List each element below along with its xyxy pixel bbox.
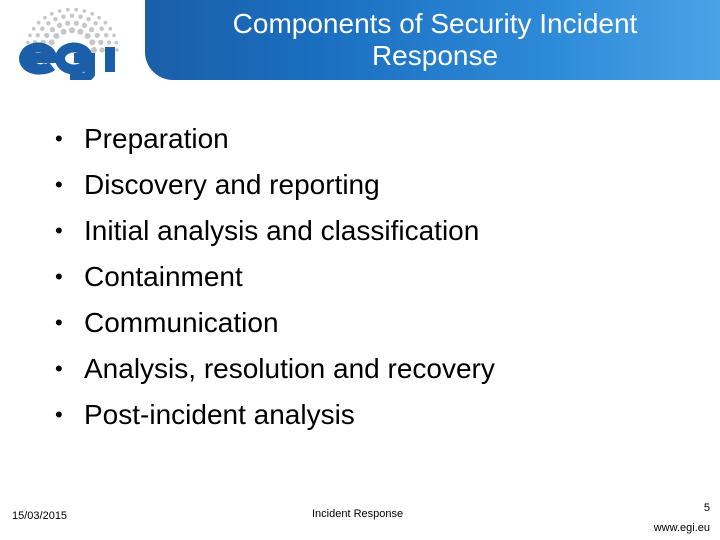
logo-dot — [104, 33, 108, 37]
bullet-item — [55, 392, 495, 438]
logo-dot — [53, 33, 59, 39]
bullet-text: Preparation — [84, 123, 229, 154]
bullet-icon: • — [55, 126, 63, 151]
logo-dot — [61, 15, 65, 19]
bullet-item — [55, 346, 495, 392]
logo-dot — [69, 27, 75, 33]
logo-dot — [77, 29, 83, 35]
bullet-text: Post-incident analysis — [84, 399, 355, 430]
bullet-text: Communication — [84, 307, 279, 338]
bullet-icon: • — [55, 356, 63, 381]
bullet-icon: • — [55, 218, 63, 243]
bullet-text: Analysis, resolution and recovery — [84, 353, 495, 384]
bullet-text: Containment — [84, 261, 243, 292]
logo-dot — [32, 27, 36, 31]
logo-dot — [83, 9, 87, 13]
logo-letters — [24, 47, 110, 78]
logo-dot — [74, 8, 78, 12]
logo-dot — [66, 8, 70, 12]
logo-dot — [46, 21, 50, 25]
bullet-item — [55, 116, 495, 162]
logo-dot — [114, 41, 118, 45]
logo-dot — [100, 27, 104, 31]
logo-dot — [115, 48, 119, 52]
footer-url: www.egi.eu — [653, 522, 710, 534]
logo-dot — [50, 12, 54, 16]
bullet-text: Initial analysis and classification — [84, 215, 480, 246]
bullet-item — [55, 162, 495, 208]
logo-dot — [95, 33, 100, 38]
logo-dot — [44, 33, 49, 38]
logo-dot — [40, 27, 44, 31]
logo-dot — [107, 40, 111, 44]
bullet-icon: • — [55, 264, 63, 289]
logo-dot — [43, 16, 47, 20]
bullet-icon: • — [55, 172, 63, 197]
bullet-item — [55, 254, 495, 300]
logo-dot — [97, 16, 101, 20]
slide-title-line-1: Components of Security Incident — [232, 8, 638, 39]
logo-dot — [99, 47, 104, 52]
logo-dot — [65, 21, 70, 26]
logo-dot — [89, 27, 94, 32]
slide-title-line-2: Response — [371, 40, 499, 71]
logo-dot — [89, 39, 95, 45]
logo-dot — [58, 9, 62, 13]
logo-dot — [90, 12, 94, 16]
egi-logo — [0, 0, 160, 80]
logo-dot — [86, 17, 90, 21]
logo-dot — [104, 21, 108, 25]
logo-dot — [61, 29, 67, 35]
bullet-item — [55, 208, 495, 254]
logo-dot — [50, 27, 55, 32]
bullet-icon: • — [55, 310, 63, 335]
logo-dot — [82, 23, 87, 28]
bullet-item — [55, 300, 495, 346]
logo-dot — [85, 33, 91, 39]
page-number: 5 — [703, 502, 710, 514]
logo-dot — [53, 17, 57, 21]
footer-date: 15/03/2015 — [12, 510, 68, 522]
logo-dot — [109, 27, 113, 31]
slide-title — [160, 8, 710, 72]
logo-dot — [98, 40, 103, 45]
bullet-icon: • — [55, 402, 63, 427]
logo-dot — [49, 39, 55, 45]
bullet-list — [55, 116, 495, 438]
logo-dot — [57, 23, 62, 28]
footer-title: Incident Response — [312, 508, 404, 520]
logo-dot — [36, 33, 40, 37]
logo-dot — [78, 15, 82, 19]
logo-dot — [37, 21, 41, 25]
logo-dot — [70, 14, 74, 18]
logo-dot — [26, 41, 30, 45]
logo-dot — [91, 47, 97, 53]
bullet-text: Discovery and reporting — [84, 169, 380, 200]
logo-dot — [112, 34, 116, 38]
logo-dot — [74, 21, 79, 26]
logo-dot — [28, 34, 32, 38]
logo-dot — [94, 21, 98, 25]
slide-header — [0, 0, 720, 80]
